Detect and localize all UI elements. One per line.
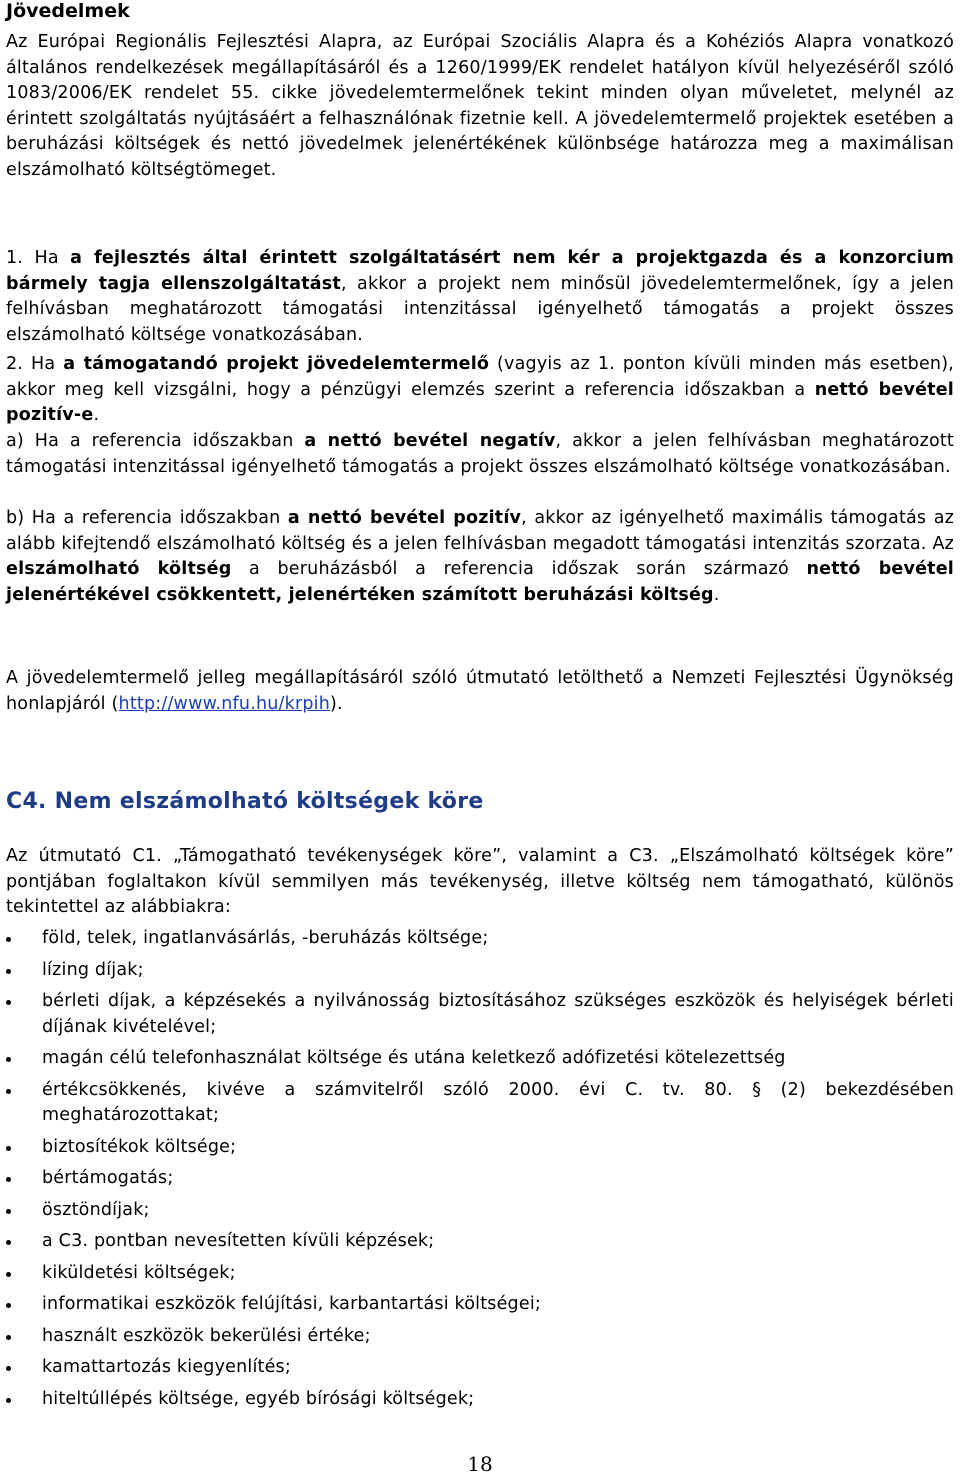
list-item-text: kiküldetési költségek; [42, 1262, 236, 1283]
bullet-dot-icon [6, 1303, 11, 1308]
list-item [6, 1135, 954, 1161]
section-title: Jövedelmek [6, 0, 130, 22]
list-item-text: föld, telek, ingatlanvásárlás, -beruházás költsége; [42, 928, 489, 948]
c4-intro-paragraph: Az útmutató C1. „Támogatható tevékenységek köre”, valamint a C3. „Elszámolható költségek köre” pontjában foglaltakon kívül semmilyen más tevékenység, illetve költség nem támogatható, különös tekintettel az alábbiakra: [6, 846, 954, 917]
point-b-mid-2: a beruházásból a referencia időszak során származó [231, 559, 807, 579]
list-item [6, 1292, 954, 1318]
bullet-dot-icon [6, 1398, 11, 1403]
point-2-bold-2: nettó bevétel pozitív-e [6, 379, 954, 425]
list-item [6, 926, 954, 952]
point-a-bold: a nettó bevétel negatív [304, 431, 556, 451]
list-item [6, 1229, 954, 1255]
excluded-costs-list [6, 926, 954, 1418]
point-a-prefix: a) Ha a referencia időszakban [6, 431, 305, 451]
list-item-text: lízing díjak; [42, 959, 144, 980]
intro-paragraph: Az Európai Regionális Fejlesztési Alapra, az Európai Szociális Alapra és a Kohéziós Alapra vonatkozó általános rendelkezések megállapításáról és a 1260/1999/EK rendelet hatályon kívül helyezéséről szóló 1083/2006/EK rendelet 55. cikke jövedelemtermelőnek tekint minden olyan műveletet, melynél az érintett szolgáltatás nyújtásáért a felhasználónak fizetnie kell. A jövedelemtermelő projektek esetében a beruházási költségek és nettó jövedelmek jelenértékének különbsége határozza meg a maximálisan elszámolható költségtömeget. [6, 32, 954, 180]
bullet-dot-icon [6, 937, 11, 942]
point-2-end: . [93, 405, 100, 425]
list-item-text: hiteltúllépés költsége, egyéb bírósági költségek; [42, 1388, 475, 1409]
list-item [6, 1324, 954, 1350]
list-item-text: a C3. pontban nevesítetten kívüli képzések; [42, 1231, 435, 1251]
point-2-prefix: 2. Ha [6, 354, 64, 374]
bullet-dot-icon [6, 1057, 11, 1062]
point-1-rest: , akkor a projekt nem minősül jövedelemtermelőnek, így a jelen felhívásban meghatározott támogatási intenzitással igényelhető támogatás a projekt összes elszámolható költsége vonatkozásában. [6, 273, 954, 345]
point-1-prefix: 1. Ha [6, 248, 71, 268]
list-item [6, 1166, 954, 1192]
guide-paragraph [6, 666, 954, 717]
page-number: 18 [467, 1452, 493, 1476]
point-b-bold-3: nettó bevétel jelenértékével csökkentett, jelenértéken számított beruházási költség [6, 559, 954, 605]
list-item-text: értékcsökkenés, kivéve a számvitelről szóló 2000. évi C. tv. 80. § (2) bekezdésében meghatározottakat; [42, 1079, 954, 1125]
point-2-bold-1: a támogatandó projekt jövedelemtermelő [63, 354, 490, 374]
point-b-bold-2: elszámolható költség [6, 559, 232, 579]
list-item [6, 1355, 954, 1381]
list-item-text: ösztöndíjak; [42, 1199, 150, 1220]
list-item [6, 1046, 954, 1072]
list-item [6, 1261, 954, 1287]
list-item-text: magán célú telefonhasználat költsége és utána keletkező adófizetési kötelezettség [42, 1048, 786, 1068]
point-a-paragraph [6, 429, 954, 480]
list-item [6, 958, 954, 984]
bullet-dot-icon [6, 1366, 11, 1371]
list-item-text: bérleti díjak, a képzésekés a nyilvánosság biztosításához szükséges eszközök és helyiségek bérleti díjának kivételével; [42, 991, 954, 1037]
point-1-paragraph [6, 246, 954, 348]
list-item-text: biztosítékok költsége; [42, 1136, 237, 1157]
bullet-dot-icon [6, 1146, 11, 1151]
point-2-paragraph [6, 352, 954, 429]
list-item-text: használt eszközök bekerülési értéke; [42, 1325, 371, 1346]
point-b-prefix: b) Ha a referencia időszakban [6, 508, 288, 528]
list-item [6, 1198, 954, 1224]
nfu-link[interactable]: http://www.nfu.hu/krpih [118, 693, 331, 714]
point-a-rest: , akkor a jelen felhívásban meghatározott támogatási intenzitással igényelhető támogatás a projekt összes elszámolható költsége vonatkozásában. [6, 431, 954, 477]
point-b-bold-1: a nettó bevétel pozitív [287, 508, 522, 528]
point-2-mid: (vagyis az 1. ponton kívüli minden más esetben), akkor meg kell vizsgálni, hogy a pénzügyi elemzés szerint a referencia időszakban a [6, 354, 955, 400]
bullet-dot-icon [6, 1335, 11, 1340]
c4-heading: C4. Nem elszámolható költségek köre [6, 789, 484, 814]
list-item [6, 989, 954, 1040]
bullet-dot-icon [6, 1000, 11, 1005]
guide-end: ). [330, 693, 343, 714]
list-item-text: kamattartozás kiegyenlítés; [42, 1357, 291, 1377]
bullet-dot-icon [6, 1272, 11, 1277]
list-item [6, 1387, 954, 1413]
list-item-text: informatikai eszközök felújítási, karbantartási költségei; [42, 1294, 541, 1314]
point-b-paragraph [6, 506, 954, 608]
point-1-bold: a fejlesztés által érintett szolgáltatásért nem kér a projektgazda és a konzorcium bármely tagja ellenszolgáltatást [6, 248, 954, 294]
bullet-dot-icon [6, 1089, 11, 1094]
bullet-dot-icon [6, 1177, 11, 1182]
point-b-mid-1: , akkor az igényelhető maximális támogatás az alább kifejtendő elszámolható költség és a jelen felhívásban megadott támogatási intenzitás szorzata. Az [6, 508, 954, 554]
point-b-end: . [713, 584, 720, 605]
list-item [6, 1078, 954, 1129]
bullet-dot-icon [6, 969, 11, 974]
bullet-dot-icon [6, 1209, 11, 1214]
list-item-text: bértámogatás; [42, 1168, 174, 1188]
bullet-dot-icon [6, 1240, 11, 1245]
guide-text: A jövedelemtermelő jelleg megállapításáról szóló útmutató letölthető a Nemzeti Fejlesztési Ügynökség honlapjáról ( [6, 668, 954, 714]
